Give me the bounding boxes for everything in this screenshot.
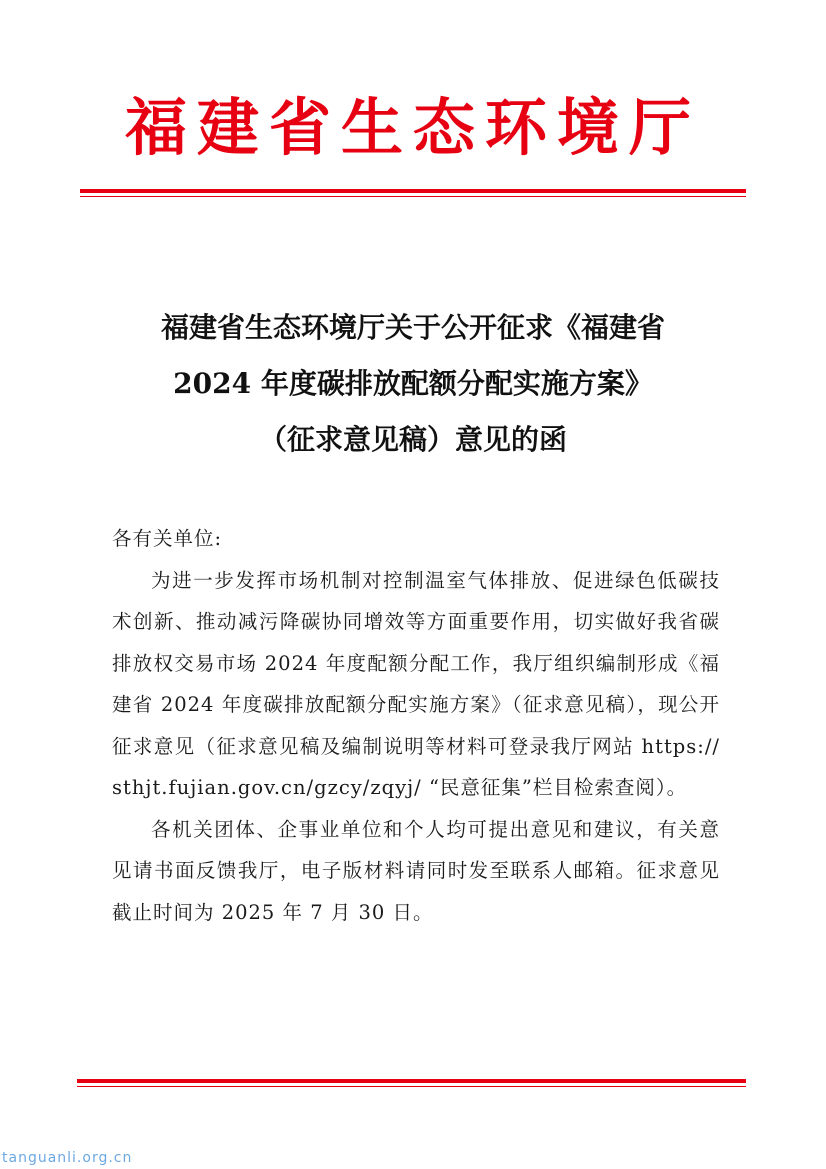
body-paragraph-1: 为进一步发挥市场机制对控制温室气体排放、促进绿色低碳技术创新、推动减污降碳协同增效等方面重要作用，切实做好我省碳排放权交易市场 2024 年度配额分配工作，我厅组织编制形成《福建省 2024 年度碳排放配额分配实施方案》（征求意见稿），现公开征求意见（征求意见稿及编制说明等材料可登录我厅网站 https://sthjt.fujian.gov.cn/gzcy/zqyj/ “民意征集”栏目检索查阅）。 — [112, 568, 720, 799]
masthead-issuer: 福建省生态环境厅 — [124, 91, 701, 164]
body-paragraph-2: 各机关团体、企事业单位和个人均可提出意见和建议，有关意见请书面反馈我厅，电子版材料请同时发至联系人邮箱。征求意见截止时间为 2025 年 7 月 30 日。 — [112, 817, 720, 924]
document-title — [60, 300, 766, 468]
masthead-divider — [80, 189, 746, 197]
document-title-line-3: （征求意见稿）意见的函 — [258, 423, 567, 456]
salutation: 各有关单位: — [112, 527, 223, 550]
footer-divider — [77, 1079, 746, 1087]
document-title-line-1: 福建省生态环境厅关于公开征求《福建省 — [160, 311, 665, 344]
document-title-line-2: 2024 年度碳排放配额分配实施方案》 — [173, 367, 653, 400]
document-body — [112, 518, 720, 933]
site-watermark: tanguanli.org.cn — [2, 1150, 133, 1166]
